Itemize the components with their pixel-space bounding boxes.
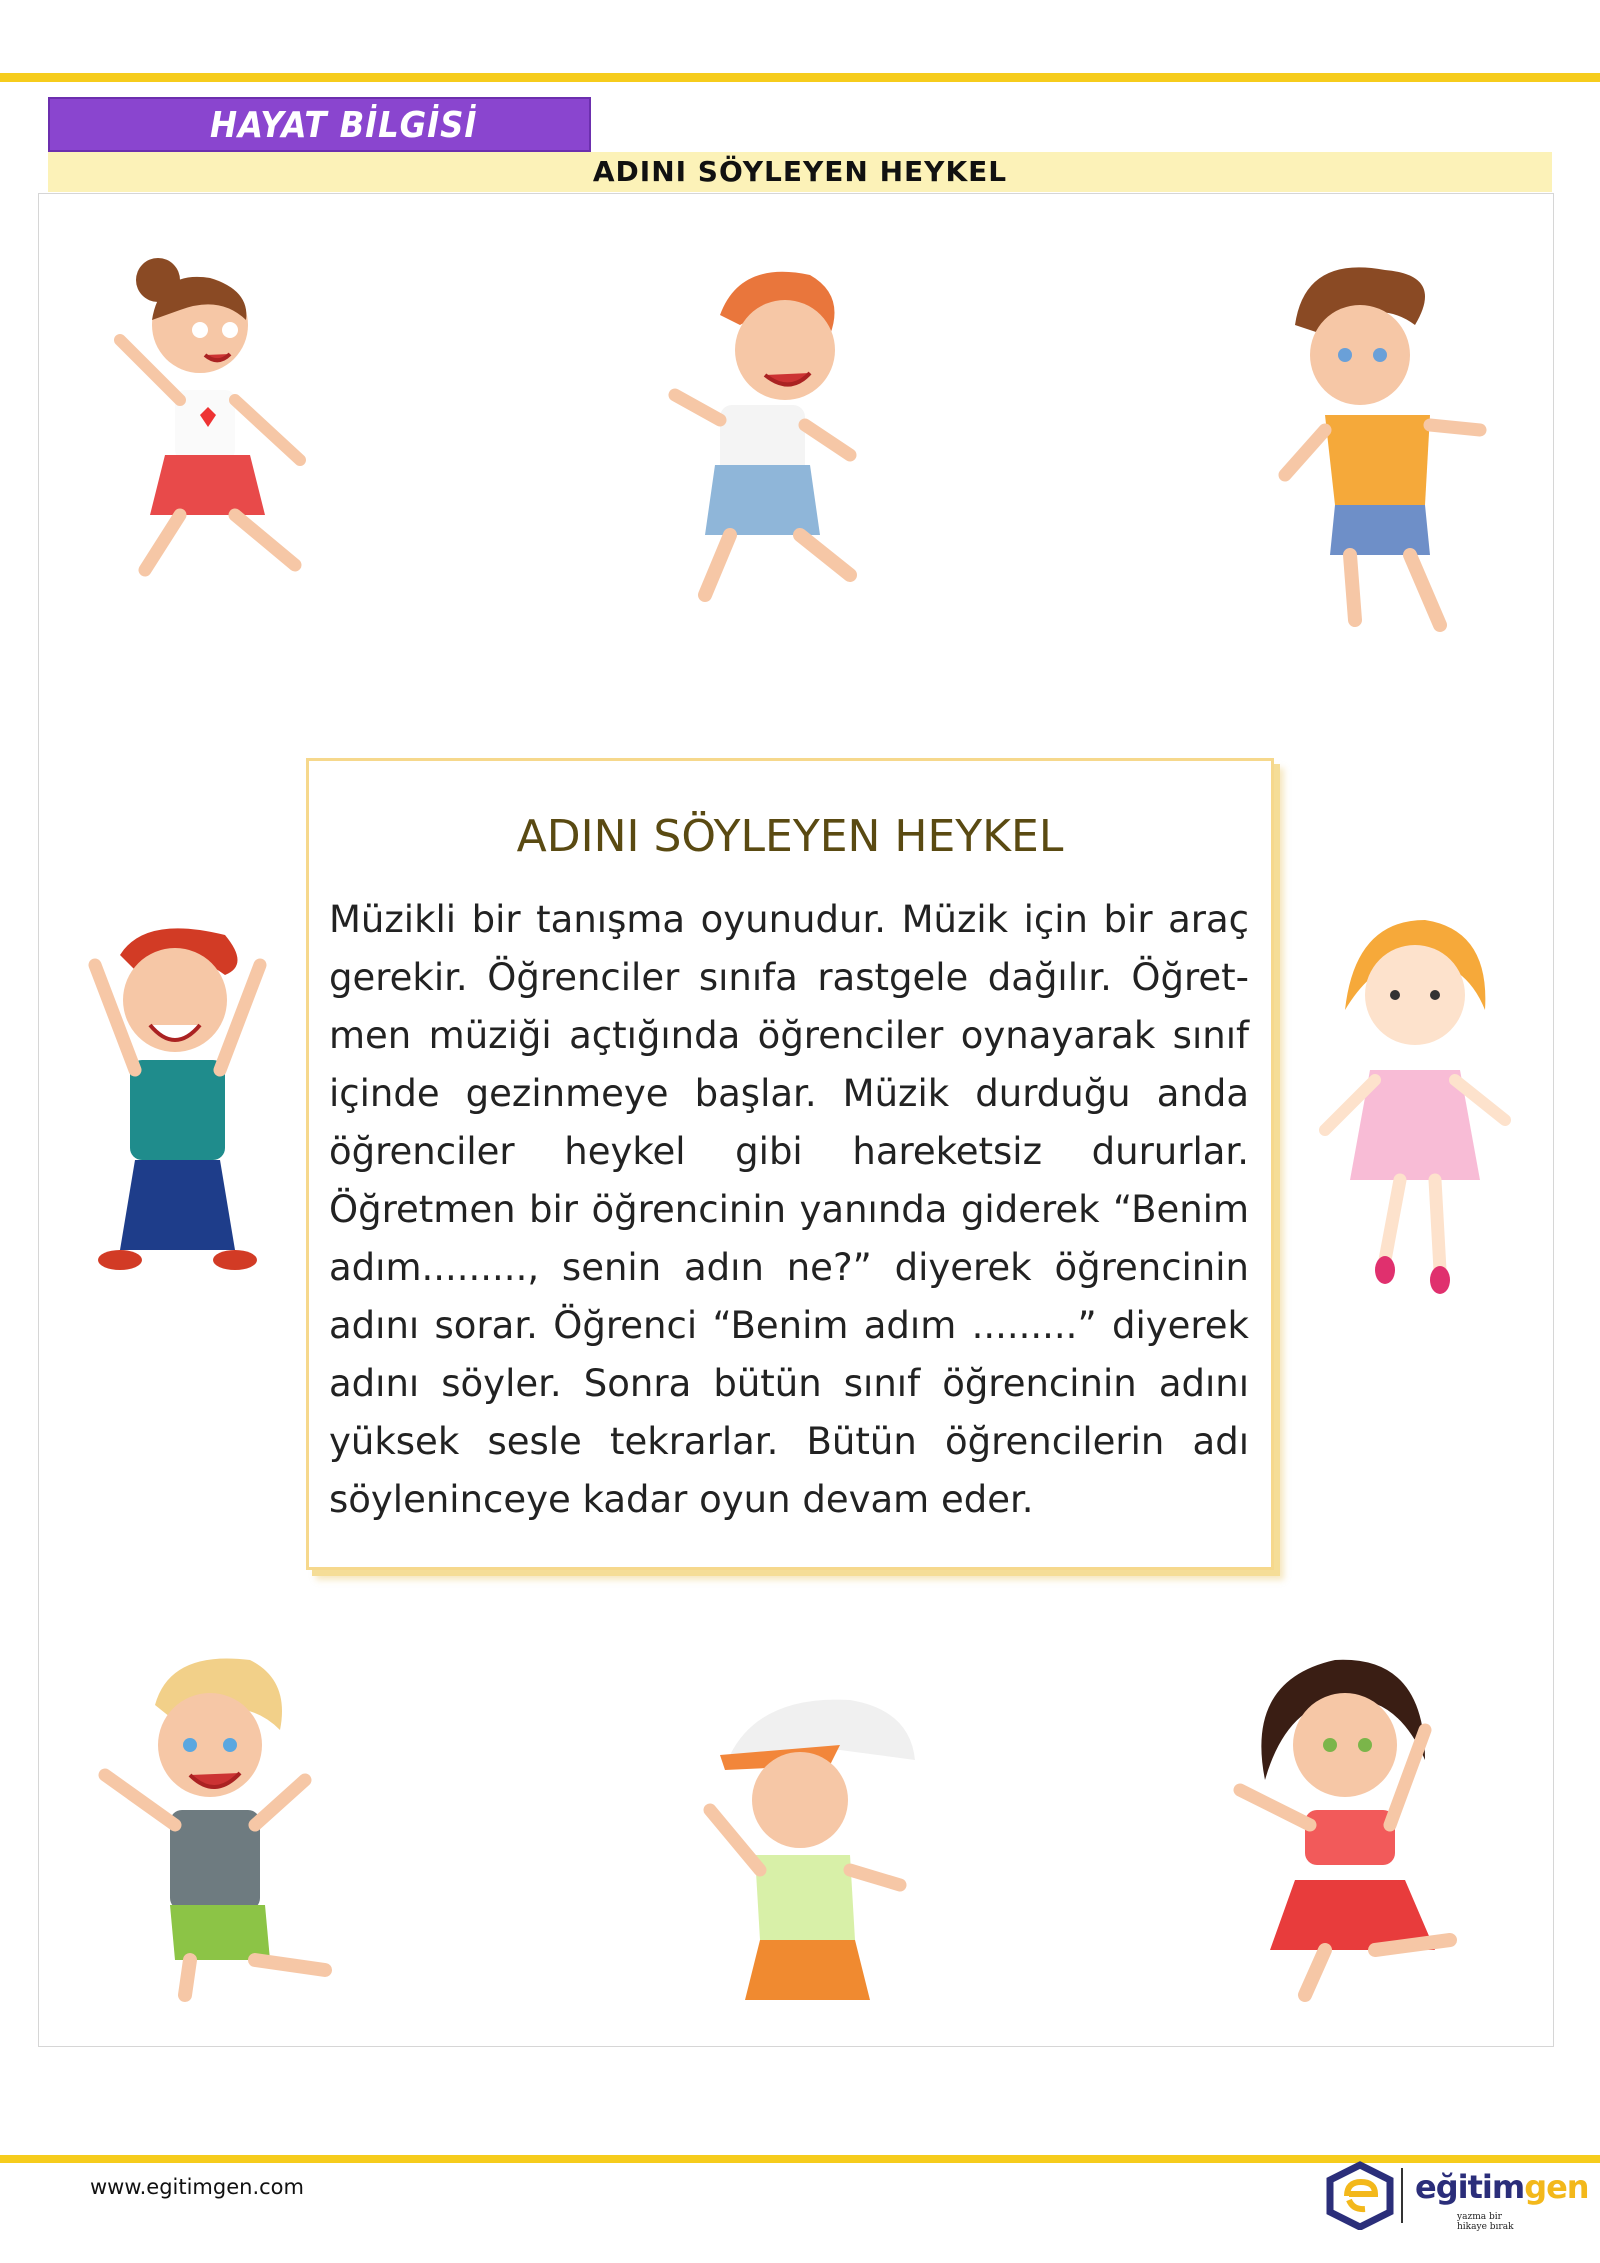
logo-wordmark: eğitimgen	[1415, 2168, 1589, 2206]
running-blond-boy-illustration	[90, 1650, 340, 2010]
logo-tagline: yazma bir hikaye bırak	[1457, 2212, 1514, 2232]
game-description-box	[306, 758, 1274, 1570]
website-link[interactable]: www.egitimgen.com	[90, 2175, 304, 2199]
cheering-boy-illustration	[75, 915, 275, 1280]
box-heading: ADINI SÖYLEYEN HEYKEL	[516, 811, 1064, 862]
subject-label: HAYAT BİLGİSİ	[210, 105, 478, 146]
egitimgen-logo	[1325, 2160, 1589, 2232]
jumping-girl-illustration	[1315, 900, 1515, 1295]
top-yellow-line	[0, 73, 1600, 82]
game-description-text: Müzikli bir tanışma oyunudur. Müzik için bir araç gerekir. Öğrenciler sınıfa rastgele dağılır. Öğret-men müziği açtığında öğrenciler oynayarak sınıf içinde gezinmeye başlar. Müzik durduğu anda öğrenciler heykel gibi hareketsiz dururlar. Öğretmen bir öğrencinin yanında giderek “Benim adım........., senin adın ne?” diyerek öğrencinin adını sorar. Öğrenci “Benim adım .........” diyerek adını söyler. Sonra bütün sınıf öğrencinin adını yüksek sesle tekrarlar. Bütün öğrencilerin adı söyleninceye kadar oyun devam eder.	[329, 898, 1249, 1521]
dancing-boy-cap-illustration	[700, 1690, 930, 2020]
dancing-boy-overalls-illustration	[660, 255, 890, 610]
subject-banner	[48, 97, 591, 152]
title-band	[48, 152, 1552, 192]
hexagon-logo-icon	[1325, 2160, 1405, 2230]
page-title: ADINI SÖYLEYEN HEYKEL	[592, 155, 1008, 188]
dancing-girl-red-skirt-illustration	[1225, 1650, 1485, 2015]
dancing-girl-illustration	[100, 250, 320, 590]
dancing-boy-orange-shirt-illustration	[1265, 255, 1505, 640]
